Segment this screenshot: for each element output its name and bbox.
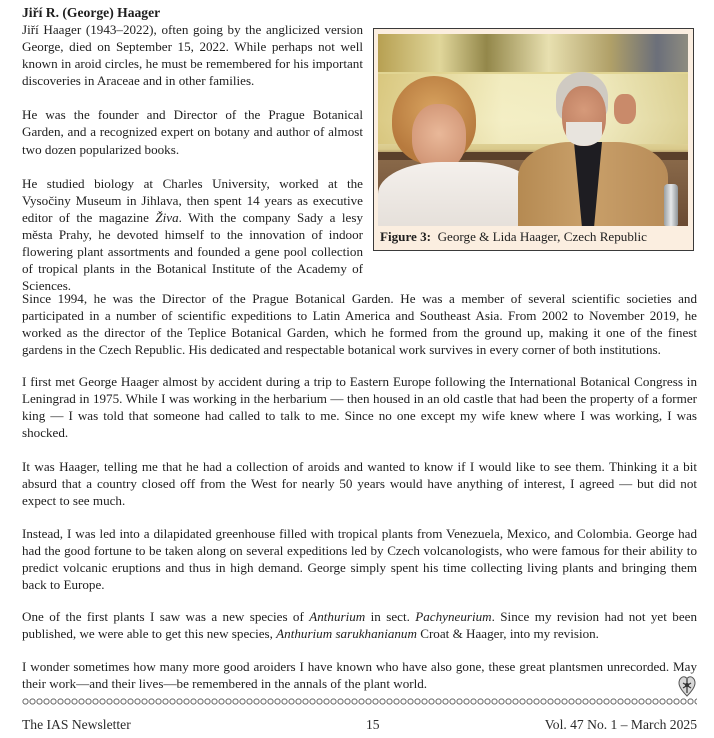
photo-person-george-beard <box>566 122 602 146</box>
paragraph-7: Instead, I was led into a dilapidated greenhouse filled with tropical plants from Venezuela, Mexico, and Colombia. George had had the good fortune to be taken along on several expeditions led by Czech volcanologists, who were famous for their ability to predict volcanic eruptions and thus in high demand. George simply spent his time collecting living plants and bringing them back to Europe. <box>22 526 697 593</box>
photo-person-george-hand <box>614 94 636 124</box>
aroid-leaf-ornament-icon <box>678 675 696 697</box>
figure-3 <box>373 28 694 251</box>
genus-name: Anthurium <box>309 609 366 624</box>
section-name: Pachyneurium <box>415 609 492 624</box>
photo-trees <box>378 34 688 72</box>
paragraph-8: One of the first plants I saw was a new species of Anthurium in sect. Pachyneurium. Since my revision had not yet been published, we were able to get this new species, Anthurium sarukhanianum Croat & Haager, into my revision. <box>22 609 697 642</box>
paragraph-6: It was Haager, telling me that he had a collection of aroids and wanted to know if I would like to see them. Thinking it a bit absurd that a country closed off from the West for nearly 50 years would have anything of interest, I agreed — but did not expect to see much. <box>22 459 697 509</box>
photo-person-lida-face <box>412 104 466 170</box>
figure-caption-text: George & Lida Haager, Czech Republic <box>437 229 647 244</box>
paragraph-2: He was the founder and Director of the Prague Botanical Garden, and a recognized expert on botany and author of almost two dozen popularized books. <box>22 107 363 157</box>
footer-page-number: 15 <box>366 717 380 732</box>
paragraph-9: I wonder sometimes how many more good aroiders I have known who have also gone, these great plantsmen unrecorded. May their work—and their lives—be remembered in the annals of the plant world. <box>22 659 697 692</box>
photo-person-lida-body <box>378 162 538 226</box>
paragraph-4: Since 1994, he was the Director of the Prague Botanical Garden. He was a member of several scientific societies and participated in a number of scientific expeditions to Latin America and Southeast Asia. From 2002 to November 2019, he worked as the director of the Teplice Botanical Garden, which he formed from the ground up, making it one of the finest gardens in the Czech Republic. His dedicated and respectable botanical work survives in every corner of both institutions. <box>22 291 697 358</box>
footer-issue: Vol. 47 No. 1 – March 2025 <box>544 717 697 732</box>
species-name: Anthurium sarukhanianum <box>276 626 417 642</box>
paragraph-5: I first met George Haager almost by accident during a trip to Eastern Europe following the International Botanical Congress in Leningrad in 1975. While I was working in the herbarium — then housed in an old castle that had been the property of a former king — I was told that someone had called to talk to me. Since no one except my wife knew where I was working, I was shocked. <box>22 374 697 441</box>
paragraph-1: Jiří Haager (1943–2022), often going by the anglicized version George, died on September 15, 2022. While perhaps not well known in aroid circles, he must be remembered for his important discoveries in Araceae and in other families. <box>22 22 363 89</box>
magazine-name: Živa <box>155 209 179 225</box>
ornamental-divider <box>22 697 697 706</box>
figure-caption <box>380 229 647 245</box>
footer-publication: The IAS Newsletter <box>22 717 131 732</box>
intro-column <box>22 21 363 294</box>
article-title: Jiří R. (George) Haager <box>22 5 161 20</box>
paragraph-3: He studied biology at Charles University, worked at the Vysočiny Museum in Jihlava, then spent 14 years as executive editor of the magazine Živa. With the company Sady a lesy města Prahy, he devoted himself to the innovation of indoor flowering plant assortments and founded a gene pool collection of tropical plants in the Botanical Institute of the Academy of Sciences. <box>22 175 363 294</box>
figure-photo <box>378 34 688 226</box>
photo-bottle <box>664 184 678 226</box>
figure-label: Figure 3: <box>380 229 432 244</box>
article <box>22 4 697 311</box>
